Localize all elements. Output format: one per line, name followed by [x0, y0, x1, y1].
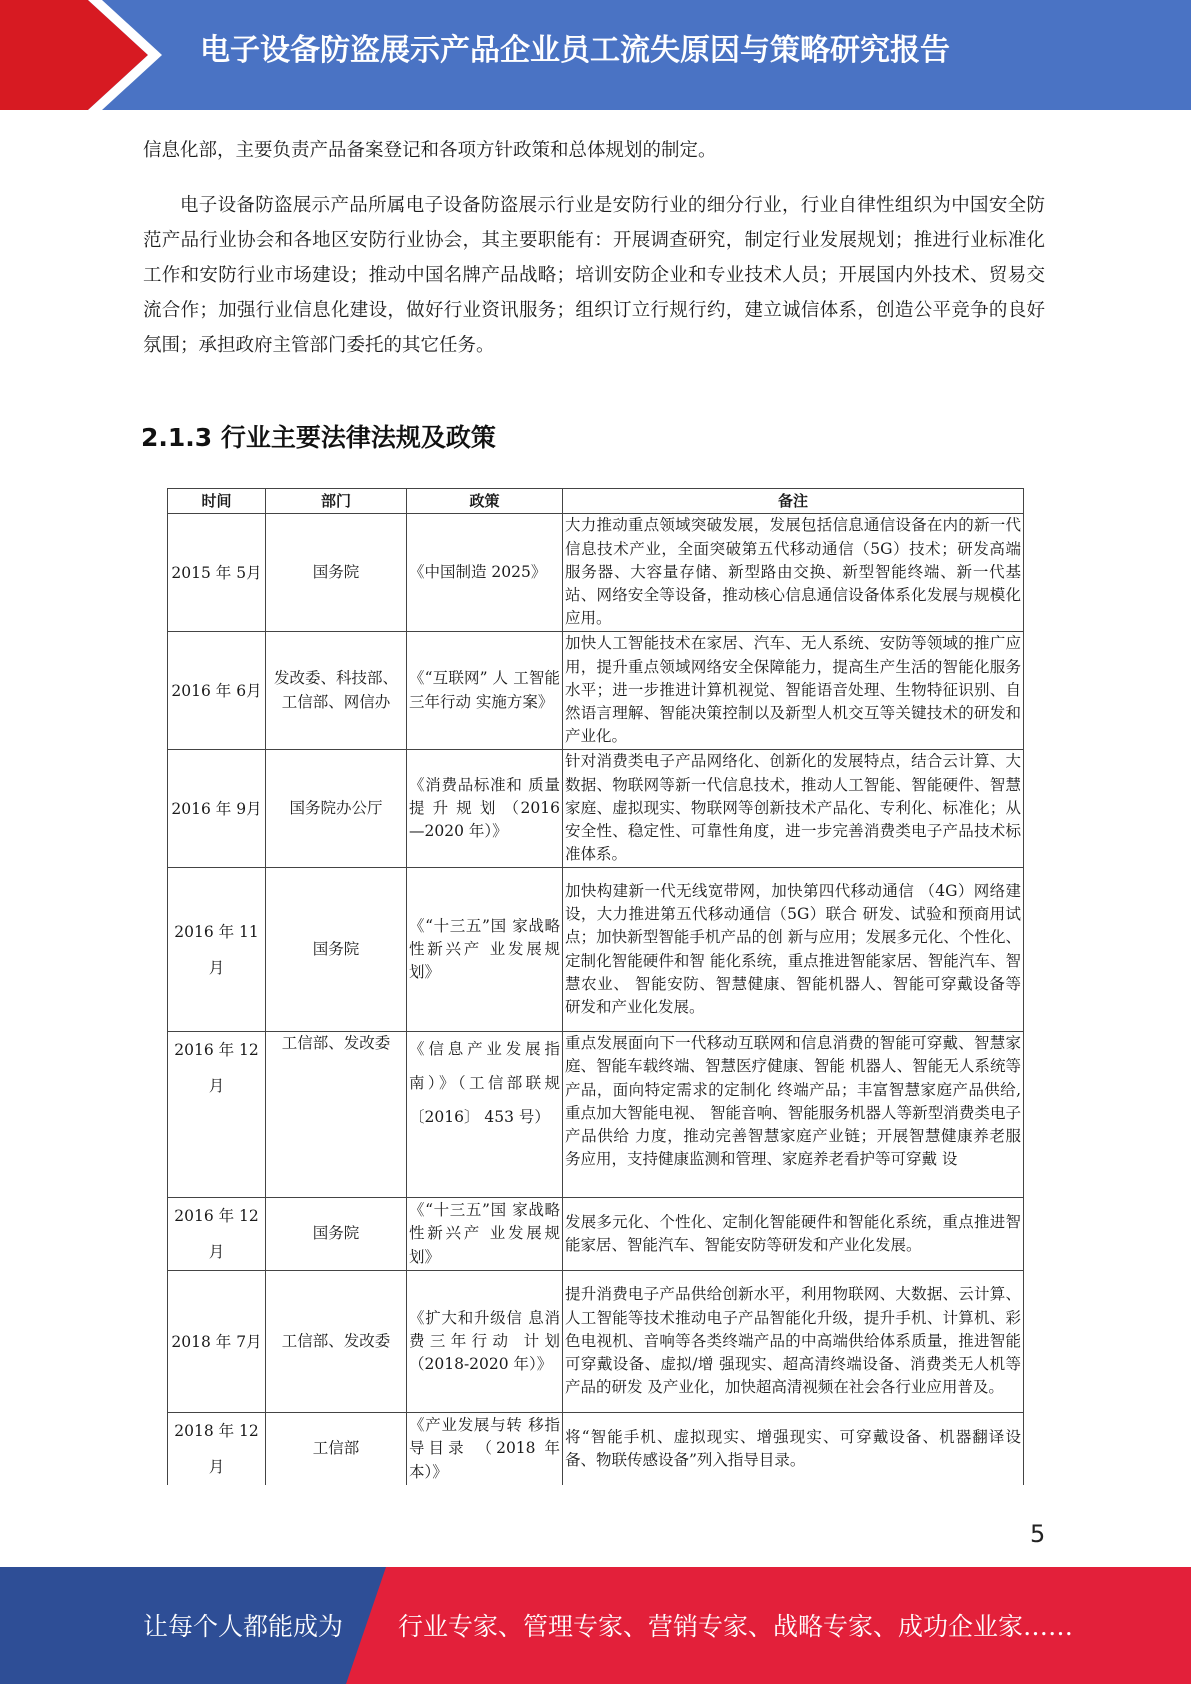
cell-policy: 《“十三五”国 家战略性新兴产 业发展规划》	[407, 1198, 563, 1271]
cell-note: 加快构建新一代无线宽带网，加快第四代移动通信 （4G）网络建设，大力推进第五代移动通信（5G）联合 研发、试验和预商用试点；加快新型智能手机产品的创 新与应用；发展多元化、个性化、定制化智能硬件和智 能化系统，重点推进智能家居、智能汽车、智慧农业、 智能安防、智慧健康、智能机器人、智能可穿戴设备等 研发和产业化发展。	[563, 868, 1024, 1032]
cell-note: 提升消费电子产品供给创新水平，利用物联网、大数据、云计算、人工智能等技术推动电子产品智能化升级，提升手机、计算机、彩色电视机、音响等各类终端产品的中高端供给体系质量，推进智能可穿戴设备、虚拟/增 强现实、超高清终端设备、消费类无人机等产品的研发 及产业化，加快超高清视频在社会各行业应用普及。	[563, 1271, 1024, 1413]
cell-dept: 国务院	[266, 1198, 407, 1271]
policy-table	[167, 488, 1024, 1485]
table-row	[168, 868, 1024, 1032]
table-row	[168, 514, 1024, 632]
table-row	[168, 1198, 1024, 1271]
cell-policy: 《扩大和升级信 息消费三年行动 计划（2018-2020 年）》	[407, 1271, 563, 1413]
cell-policy: 《产业发展与转 移指导目录 （2018 年本）》	[407, 1413, 563, 1486]
table-header-row	[168, 489, 1024, 514]
cell-policy: 《“十三五”国 家战略性新兴产 业发展规划》	[407, 868, 563, 1032]
page-header	[0, 0, 1191, 110]
header-policy: 政策	[407, 489, 563, 514]
cell-note: 将“智能手机、虚拟现实、增强现实、可穿戴设备、机器翻译设备、物联传感设备”列入指导目录。	[563, 1413, 1024, 1486]
footer-slogan-left: 让每个人都能成为	[143, 1612, 344, 1641]
cell-time: 2016 年 12 月	[168, 1032, 266, 1198]
page-footer	[0, 1567, 1191, 1684]
cell-time: 2016 年 6月	[168, 632, 266, 750]
header-time: 时间	[168, 489, 266, 514]
cell-time: 2015 年 5月	[168, 514, 266, 632]
report-title: 电子设备防盗展示产品企业员工流失原因与策略研究报告	[200, 33, 950, 68]
cell-time: 2018 年 7月	[168, 1271, 266, 1413]
cell-policy: 《信息产业发展指南）》（工信部联规〔2016〕 453 号）	[407, 1032, 563, 1198]
footer-slogan-right: 行业专家、管理专家、营销专家、战略专家、成功企业家……	[398, 1612, 1074, 1641]
table-row	[168, 1271, 1024, 1413]
header-dept: 部门	[266, 489, 407, 514]
body-text	[143, 133, 1045, 363]
cell-dept: 工信部	[266, 1413, 407, 1486]
section-heading: 2.1.3 行业主要法律法规及政策	[141, 423, 496, 452]
cell-dept: 发改委、科技部、工信部、网信办	[266, 632, 407, 750]
cell-dept: 国务院	[266, 514, 407, 632]
table-row	[168, 750, 1024, 868]
table-row	[168, 1413, 1024, 1486]
paragraph-1: 信息化部，主要负责产品备案登记和各项方针政策和总体规划的制定。	[143, 140, 717, 161]
cell-note: 重点发展面向下一代移动互联网和信息消费的智能可穿戴、智慧家庭、智能车载终端、智慧医疗健康、智能 机器人、智能无人系统等产品，面向特定需求的定制化 终端产品；丰富智慧家庭产品供给,重点加大智能电视、 智能音响、智能服务机器人等新型消费类电子产品供给 力度，推动完善智慧家庭产业链；开展智慧健康养老服 务应用，支持健康监测和管理、家庭养老看护等可穿戴 设	[563, 1032, 1024, 1198]
paragraph-2: 电子设备防盗展示产品所属电子设备防盗展示行业是安防行业的细分行业，行业自律性组织为中国安全防范产品行业协会和各地区安防行业协会，其主要职能有：开展调查研究，制定行业发展规划；推进行业标准化工作和安防行业市场建设；推动中国名牌产品战略；培训安防企业和专业技术人员；开展国内外技术、贸易交流合作；加强行业信息化建设，做好行业资讯服务；组织订立行规行约，建立诚信体系，创造公平竞争的良好氛围；承担政府主管部门委托的其它任务。	[143, 195, 1045, 356]
cell-note: 针对消费类电子产品网络化、创新化的发展特点，结合云计算、大数据、物联网等新一代信息技术，推动人工智能、智能硬件、智慧家庭、虚拟现实、物联网等创新技术产品化、专利化、标准化；从安全性、稳定性、可靠性角度，进一步完善消费类电子产品技术标准体系。	[563, 750, 1024, 868]
cell-time: 2016 年 11月	[168, 868, 266, 1032]
cell-dept: 国务院办公厅	[266, 750, 407, 868]
cell-time: 2016 年 12月	[168, 1198, 266, 1271]
table-row	[168, 632, 1024, 750]
table-row	[168, 1032, 1024, 1198]
cell-time: 2018 年 12月	[168, 1413, 266, 1486]
cell-note: 加快人工智能技术在家居、汽车、无人系统、安防等领域的推广应用，提升重点领域网络安全保障能力，提高生产生活的智能化服务水平；进一步推进计算机视觉、智能语音处理、生物特征识别、自然语言理解、智能决策控制以及新型人机交互等关键技术的研发和产业化。	[563, 632, 1024, 750]
cell-dept: 国务院	[266, 868, 407, 1032]
cell-note: 发展多元化、个性化、定制化智能硬件和智能化系统，重点推进智能家居、智能汽车、智能安防等研发和产业化发展。	[563, 1198, 1024, 1271]
cell-dept: 工信部、发改委	[266, 1032, 407, 1198]
cell-time: 2016 年 9月	[168, 750, 266, 868]
page-number: 5	[1030, 1520, 1046, 1548]
header-note: 备注	[563, 489, 1024, 514]
cell-policy: 《中国制造 2025》	[407, 514, 563, 632]
cell-policy: 《消费品标准和 质量 提 升 规 划 （2016—2020 年）》	[407, 750, 563, 868]
cell-policy: 《“互联网” 人 工智能三年行动 实施方案》	[407, 632, 563, 750]
cell-note: 大力推动重点领域突破发展，发展包括信息通信设备在内的新一代信息技术产业，全面突破第五代移动通信（5G）技术；研发高端服务器、大容量存储、新型路由交换、新型智能终端、新一代基站、网络安全等设备，推动核心信息通信设备体系化发展与规模化应用。	[563, 514, 1024, 632]
cell-dept: 工信部、发改委	[266, 1271, 407, 1413]
